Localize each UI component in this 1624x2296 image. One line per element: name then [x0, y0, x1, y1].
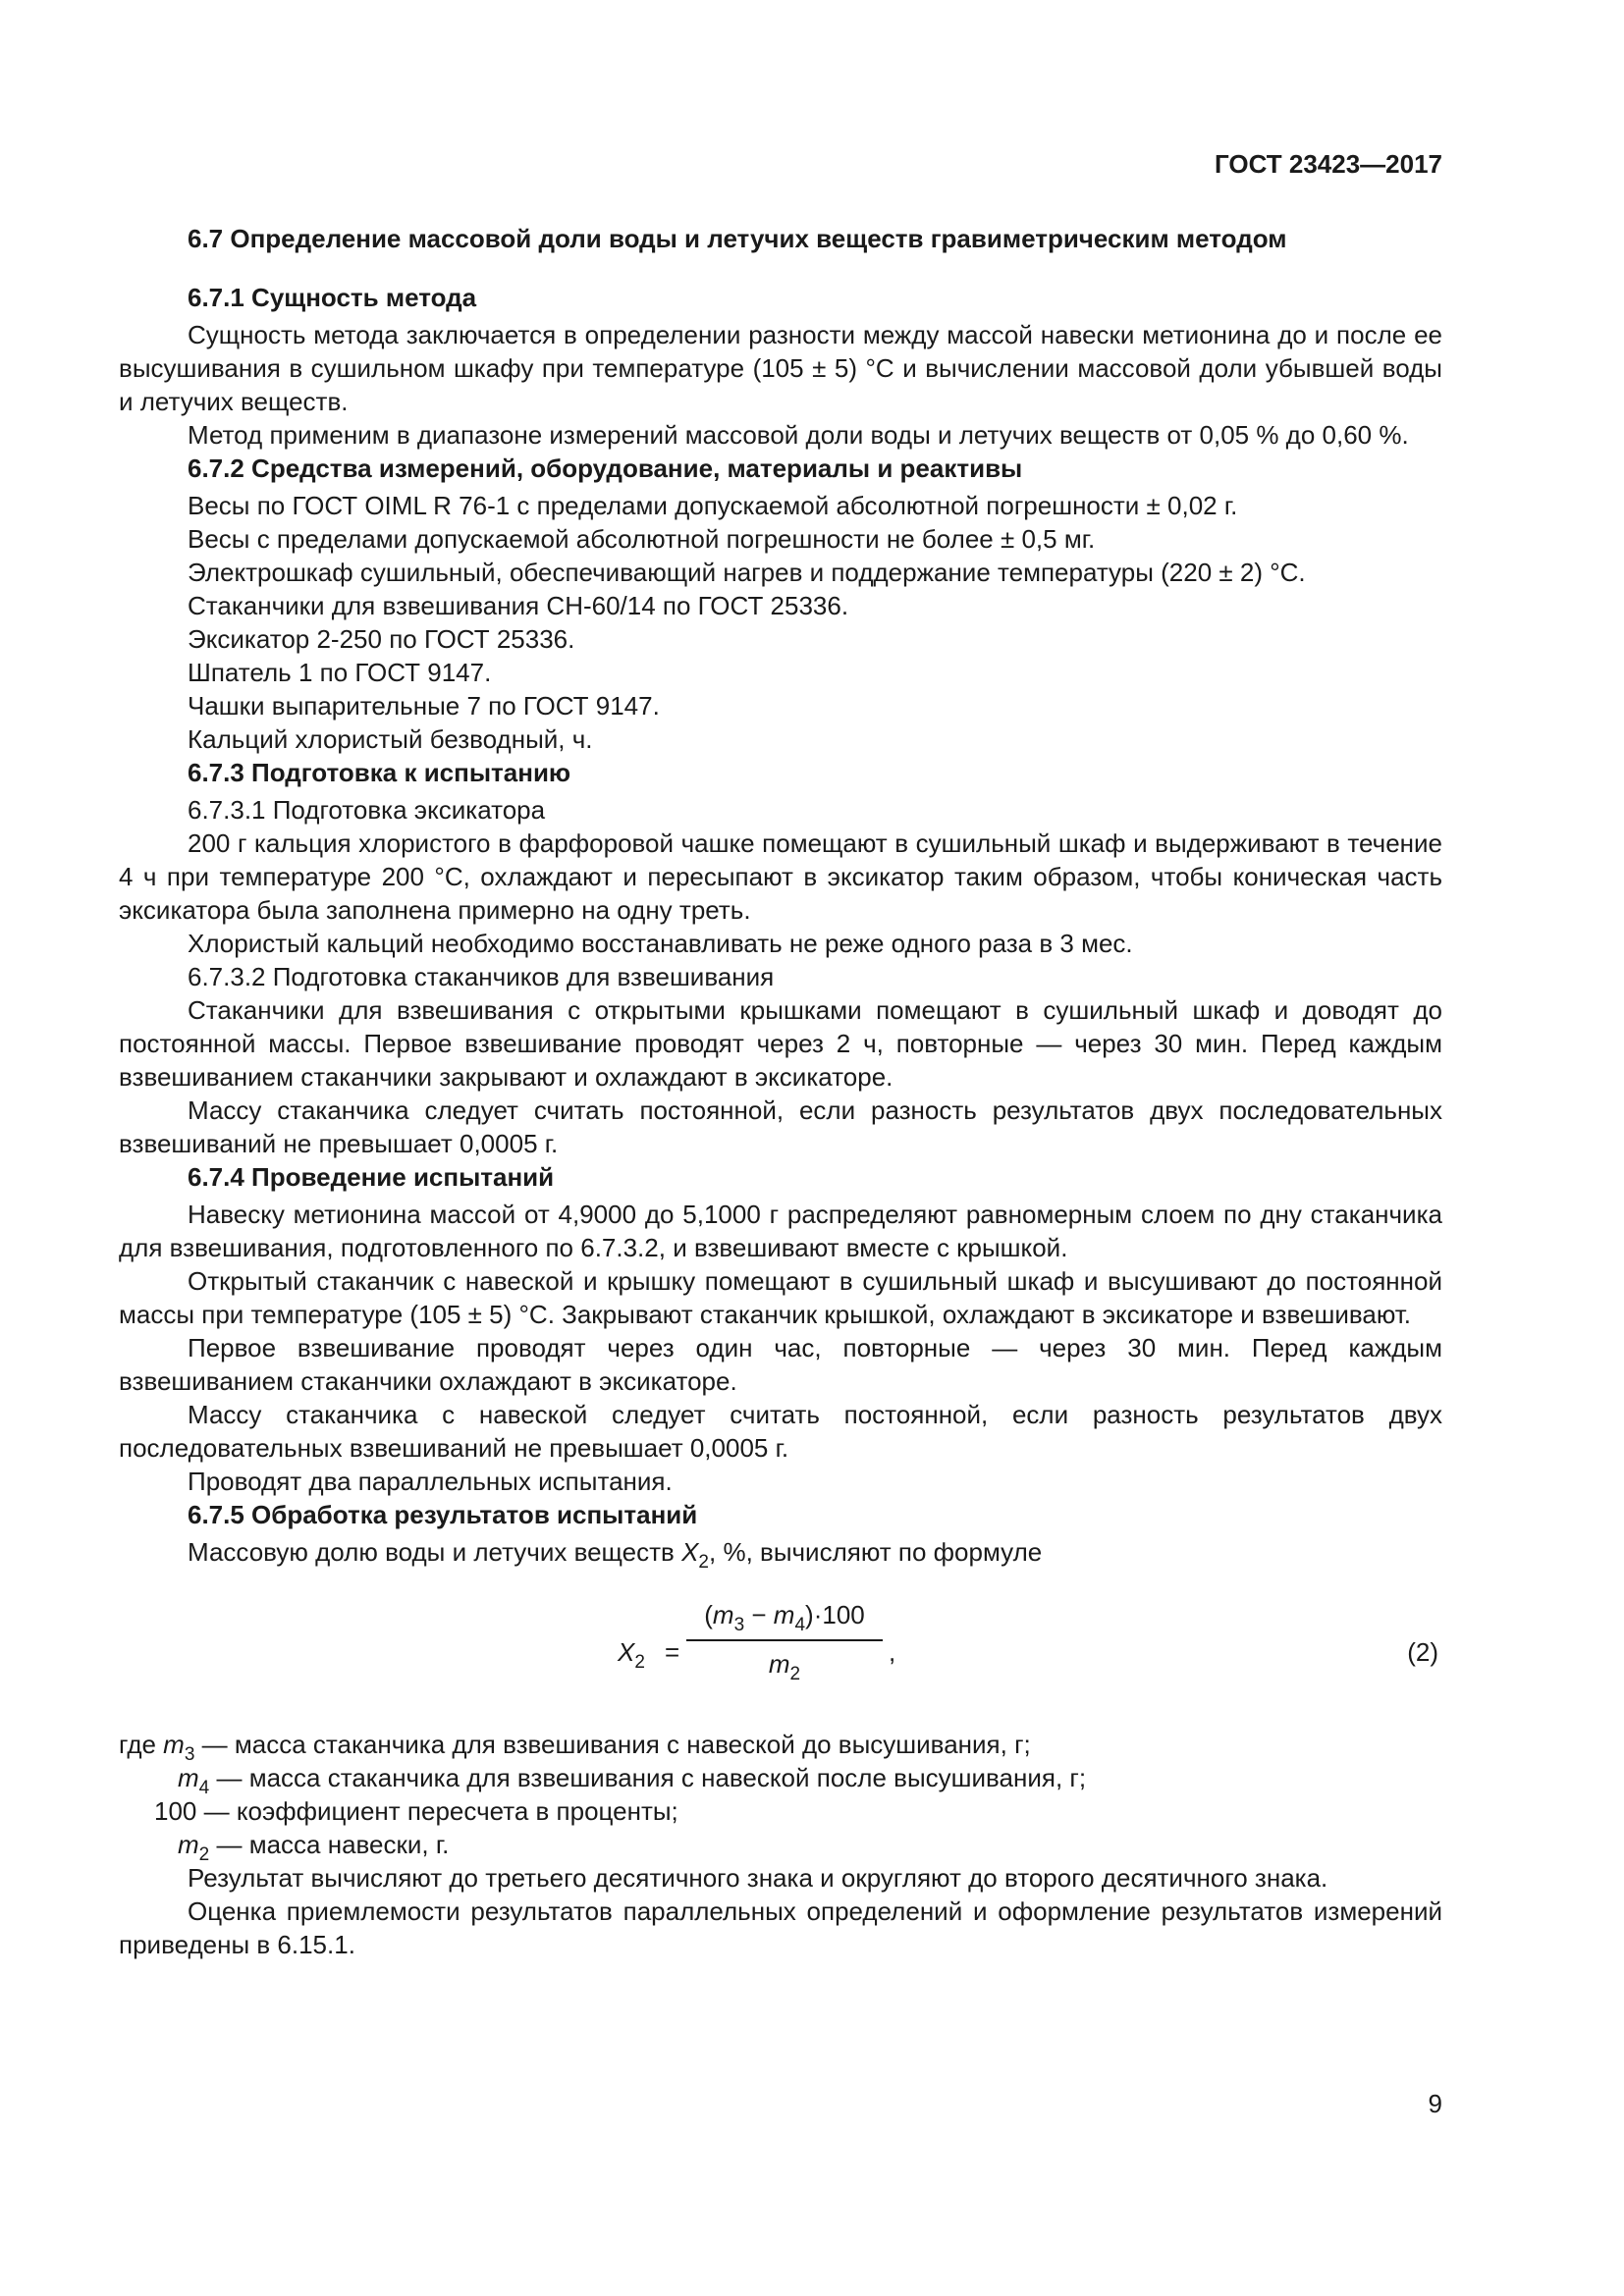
paragraph: Массу стаканчика следует считать постоянной, если разность результатов двух последовательных взвешиваний не превышает 0,0005 г. [119, 1095, 1442, 1158]
where-item: 100 — коэффициент пересчета в проценты; [154, 1796, 678, 1826]
document-code-header: ГОСТ 23423—2017 [1215, 149, 1442, 179]
section-6-7-1-title: 6.7.1 Сущность метода [188, 283, 477, 312]
page-content [119, 222, 1442, 1961]
formula-lhs: $X_2$ [618, 1637, 645, 1673]
paragraph: Результат вычисляют до третьего десятичного знака и округляют до второго десятичного знака. [188, 1863, 1328, 1893]
formula-number: (2) [1407, 1637, 1438, 1667]
paragraph: Проводят два параллельных испытания. [188, 1467, 673, 1496]
formula-fraction [686, 1598, 883, 1684]
formula-fraction-bar [686, 1639, 883, 1641]
section-6-7-4-title: 6.7.4 Проведение испытаний [188, 1162, 555, 1192]
paragraph: Метод применим в диапазоне измерений массовой доли воды и летучих веществ от 0,05 % до 0,60 %. [188, 420, 1409, 450]
paragraph: Навеску метионина массой от 4,9000 до 5,1000 г распределяют равномерным слоем по дну стаканчика для взвешивания, подготовленного по 6.7.3.2, и взвешивают вместе с крышкой. [119, 1200, 1442, 1262]
equipment-item: Эксикатор 2-250 по ГОСТ 25336. [188, 624, 575, 654]
paragraph: Массу стаканчика с навеской следует считать постоянной, если разность результатов двух последовательных взвешиваний не превышает 0,0005 г. [119, 1400, 1442, 1463]
formula-numerator: $(m_3 - m_4)\cdot 100$ [704, 1600, 865, 1635]
section-6-7-2-title: 6.7.2 Средства измерений, оборудование, материалы и реактивы [188, 454, 1023, 483]
formula-denominator: $m_2$ [768, 1649, 801, 1684]
equipment-item: Весы с пределами допускаемой абсолютной погрешности не более ± 0,5 мг. [188, 524, 1096, 554]
paragraph: Открытый стаканчик с навеской и крышку помещают в сушильный шкаф и высушивают до постоянной массы при температуре (105 ± 5) °С. Закрывают стаканчик крышкой, охлаждают в эксикаторе и взвешивают. [119, 1266, 1442, 1329]
paragraph: Хлористый кальций необходимо восстанавливать не реже одного раза в 3 мес. [188, 929, 1133, 958]
where-item: $m_2$ — масса навески, г. [178, 1830, 450, 1865]
paragraph: Первое взвешивание проводят через один час, повторные — через 30 мин. Перед каждым взвешиванием стаканчики охлаждают в эксикаторе. [119, 1333, 1442, 1396]
equipment-item: Чашки выпарительные 7 по ГОСТ 9147. [188, 691, 660, 721]
equipment-item: Шпатель 1 по ГОСТ 9147. [188, 658, 492, 687]
where-item: где $m_3$ — масса стаканчика для взвешивания с навеской до высушивания, г; [119, 1730, 1031, 1765]
formula-equals: = [665, 1637, 680, 1667]
equipment-item: Стаканчики для взвешивания СН-60/14 по ГОСТ 25336. [188, 591, 849, 620]
equipment-item: Кальций хлористый безводный, ч. [188, 724, 593, 754]
page-number: 9 [1428, 2089, 1442, 2118]
subsection-6-7-3-1-title: 6.7.3.1 Подготовка эксикатора [188, 795, 546, 825]
paragraph: Оценка приемлемости результатов параллельных определений и оформление результатов измерений приведены в 6.15.1. [119, 1896, 1442, 1959]
section-6-7-3-title: 6.7.3 Подготовка к испытанию [188, 758, 571, 787]
subsection-6-7-3-2-title: 6.7.3.2 Подготовка стаканчиков для взвешивания [188, 962, 775, 991]
paragraph: Стаканчики для взвешивания с открытыми крышками помещают в сушильный шкаф и доводят до постоянной массы. Первое взвешивание проводят через 2 ч, повторные — через 30 мин. Перед каждым взвешиванием стаканчики закрывают и охлаждают в эксикаторе. [119, 995, 1442, 1092]
formula-intro: Массовую долю воды и летучих веществ $X_2$, %, вычисляют по формуле [188, 1537, 1043, 1573]
section-6-7-5-title: 6.7.5 Обработка результатов испытаний [188, 1500, 698, 1529]
equipment-item: Весы по ГОСТ OIML R 76-1 с пределами допускаемой абсолютной погрешности ± 0,02 г. [188, 491, 1238, 520]
formula-comma: , [889, 1637, 896, 1667]
paragraph: 200 г кальция хлористого в фарфоровой чашке помещают в сушильный шкаф и выдерживают в течение 4 ч при температуре 200 °С, охлаждают и пересыпают в эксикатор таким образом, чтобы коническая часть эксикатора была заполнена примерно на одну треть. [119, 828, 1442, 925]
paragraph: Сущность метода заключается в определении разности между массой навески метионина до и после ее высушивания в сушильном шкафу при температуре (105 ± 5) °С и вычислении массовой доли убывшей воды и летучих веществ. [119, 320, 1442, 416]
equipment-item: Электрошкаф сушильный, обеспечивающий нагрев и поддержание температуры (220 ± 2) °С. [188, 558, 1306, 587]
where-item: $m_4$ — масса стаканчика для взвешивания с навеской после высушивания, г; [178, 1763, 1087, 1798]
section-6-7-title: 6.7 Определение массовой доли воды и летучих веществ гравиметрическим методом [188, 224, 1287, 253]
formula-2 [119, 1598, 1442, 1706]
